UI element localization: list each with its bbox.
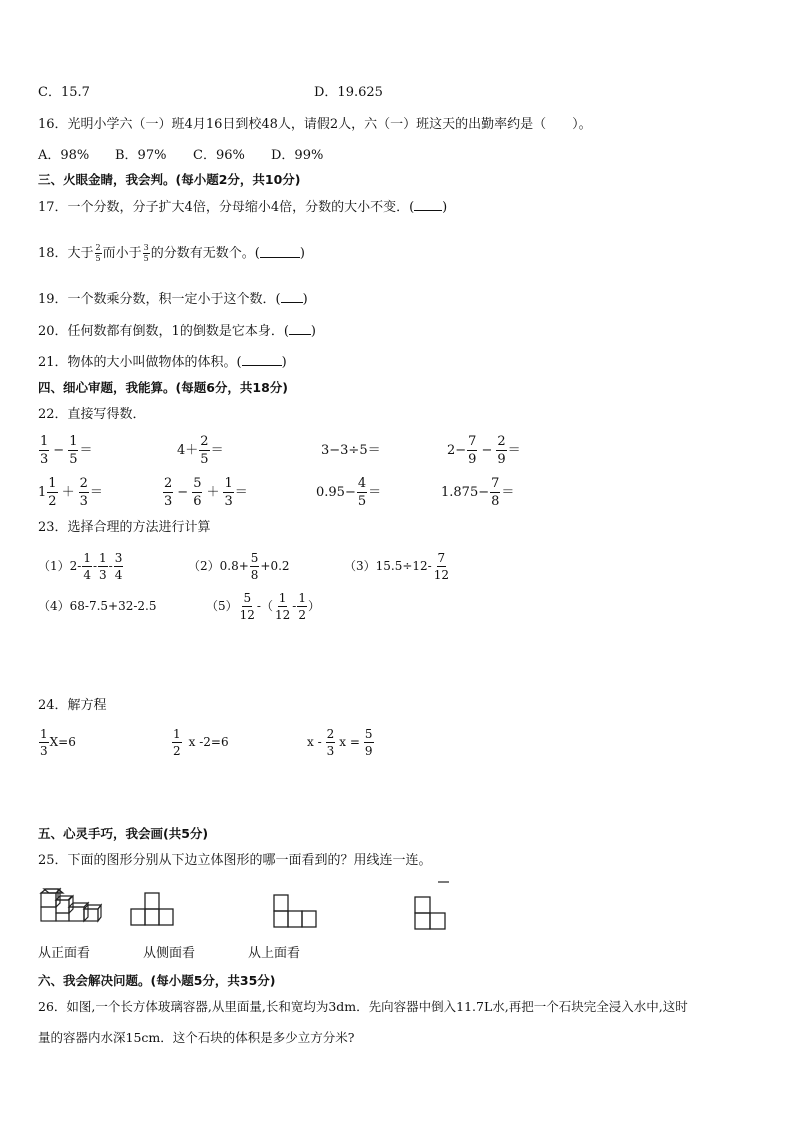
denominator: 8 <box>491 493 500 509</box>
numerator: 5 <box>193 475 202 491</box>
numerator: 2 <box>79 475 88 491</box>
numerator: 1 <box>99 550 107 565</box>
math-text: - <box>92 559 98 573</box>
q22-expr-7 <box>316 473 381 511</box>
numerator: 3 <box>143 242 149 252</box>
numerator: 1 <box>224 475 233 491</box>
q19-close: ) <box>302 292 308 307</box>
fraction <box>114 552 124 581</box>
denominator: 3 <box>40 743 48 758</box>
fraction <box>192 477 202 508</box>
q17-text: 17．一个分数，分子扩大4倍，分母缩小4倍，分数的大小不变．( <box>38 200 415 215</box>
fraction <box>274 592 291 621</box>
math-text: ＝ <box>368 484 382 500</box>
denominator: 3 <box>164 493 173 509</box>
q22-expr-8 <box>441 473 514 511</box>
denominator: 5 <box>143 253 149 263</box>
q23-part-2 <box>188 548 290 584</box>
view-label-side: 从侧面看 <box>143 946 196 961</box>
denominator: 3 <box>99 567 107 582</box>
numerator: 5 <box>243 590 252 605</box>
answer-blank[interactable] <box>281 302 303 303</box>
fraction <box>326 728 336 757</box>
fraction <box>82 552 92 581</box>
numerator: 1 <box>298 590 306 605</box>
math-text: X=6 <box>49 735 76 749</box>
math-text: 3−3÷5＝ <box>321 442 381 458</box>
denominator: 3 <box>40 451 49 467</box>
q16-option-c: C．96% <box>193 148 245 163</box>
fraction <box>199 435 209 466</box>
fraction <box>357 477 367 508</box>
answer-blank[interactable] <box>260 257 300 258</box>
q18-post: 的分数有无数个。( <box>150 245 260 261</box>
q18 <box>38 241 305 265</box>
q18-pre: 18．大于 <box>38 245 94 261</box>
denominator: 12 <box>274 607 291 622</box>
q24-equation-3 <box>307 723 375 761</box>
denominator: 2 <box>173 743 181 758</box>
math-text: ＝ <box>507 442 521 458</box>
denominator: 4 <box>83 567 91 582</box>
denominator: 9 <box>468 451 477 467</box>
denominator: 8 <box>250 567 259 582</box>
section6-heading: 六、我会解决问题。(每小题5分，共35分) <box>38 973 276 988</box>
numerator: 3 <box>114 550 123 565</box>
math-text: 4＋ <box>177 442 199 458</box>
q22-expr-4 <box>447 431 521 469</box>
denominator: 5 <box>69 451 78 467</box>
q19-text: 19．一个数乘分数，积一定小于这个数．( <box>38 292 281 307</box>
numerator: 2 <box>497 433 506 449</box>
math-text: - <box>108 559 113 573</box>
numerator: 5 <box>250 550 259 565</box>
q23-part-3 <box>344 548 451 584</box>
q23-part-1 <box>38 548 124 584</box>
math-text: ＝ <box>210 442 224 458</box>
math-text: 1.875− <box>441 484 490 500</box>
fraction <box>98 552 108 581</box>
fraction <box>68 435 78 466</box>
fraction <box>239 592 256 621</box>
math-text: - <box>292 599 297 613</box>
math-text: − <box>481 442 493 458</box>
q22-expr-3 <box>321 431 381 469</box>
q24-equation-1 <box>38 723 76 761</box>
q22-expr-6 <box>162 473 248 511</box>
numerator: 1 <box>48 475 57 491</box>
denominator: 6 <box>193 493 202 509</box>
q23-title: 23．选择合理的方法进行计算 <box>38 520 211 535</box>
q22-expr-5 <box>38 473 103 511</box>
fraction <box>39 435 49 466</box>
q20-text: 20．任何数都有倒数，1的倒数是它本身．( <box>38 324 289 339</box>
math-text: ＝ <box>79 442 93 458</box>
math-text: ＝ <box>89 484 103 500</box>
math-text: x = <box>339 735 360 749</box>
denominator: 3 <box>224 493 233 509</box>
math-text: x -2=6 <box>188 735 229 749</box>
q20-close: ) <box>310 324 316 339</box>
q18-close: ) <box>299 245 305 261</box>
math-text: （2）0.8+ <box>188 559 249 573</box>
numerator: 7 <box>491 475 500 491</box>
q18-mid: 而小于 <box>102 245 142 261</box>
q23-part-4: （4）68-7.5+32-2.5 <box>38 599 157 613</box>
q17 <box>38 201 447 214</box>
q24-equation-2 <box>171 723 229 761</box>
q22-title: 22．直接写得数． <box>38 407 146 422</box>
math-text: （5） <box>206 599 238 613</box>
denominator: 3 <box>79 493 88 509</box>
q22-expr-2 <box>177 431 224 469</box>
fraction <box>364 728 374 757</box>
denominator: 2 <box>48 493 57 509</box>
math-text: （3）15.5÷12- <box>344 559 432 573</box>
math-text: − <box>53 442 65 458</box>
denominator: 3 <box>326 743 335 758</box>
denominator: 5 <box>357 493 367 509</box>
denominator: 2 <box>298 607 306 622</box>
math-text: 1 <box>38 484 47 500</box>
numerator: 7 <box>437 550 446 565</box>
answer-blank[interactable] <box>289 334 311 335</box>
numerator: 1 <box>40 433 49 449</box>
numerator: 2 <box>200 433 209 449</box>
fraction <box>490 477 500 508</box>
math-text: -（ <box>256 599 273 613</box>
q16-option-b: B．97% <box>115 148 167 163</box>
fraction <box>433 552 450 581</box>
math-text: ＝ <box>234 484 248 500</box>
numerator: 5 <box>364 726 373 741</box>
q19 <box>38 293 308 306</box>
section5-heading: 五、心灵手巧，我会画(共5分) <box>38 826 209 841</box>
math-text: ＋ <box>61 484 75 500</box>
denominator: 9 <box>364 743 373 758</box>
denominator: 12 <box>433 567 450 582</box>
math-text: 2− <box>447 442 467 458</box>
math-text: − <box>177 484 189 500</box>
section3-heading: 三、火眼金睛，我会判。(每小题2分，共10分) <box>38 172 301 187</box>
fraction <box>143 244 150 263</box>
answer-blank[interactable] <box>414 210 442 211</box>
q15-option-c: C．15.7 <box>38 85 90 100</box>
numerator: 1 <box>83 550 91 565</box>
math-text: ＝ <box>501 484 515 500</box>
fraction <box>223 477 233 508</box>
q25-stem: 25．下面的图形分别从下边立体图形的哪一面看到的？用线连一连。 <box>38 853 432 868</box>
q16-option-d: D．99% <box>271 148 324 163</box>
math-text: ） <box>307 599 320 613</box>
cube-solid-figure <box>38 887 102 929</box>
numerator: 1 <box>69 433 78 449</box>
numerator: 1 <box>40 726 48 741</box>
view-label-top: 从上面看 <box>248 946 301 961</box>
fraction <box>496 435 506 466</box>
q20 <box>38 325 316 338</box>
math-text: x - <box>307 735 322 749</box>
fraction <box>467 435 477 466</box>
top-view-figure <box>272 893 320 931</box>
q21 <box>38 356 287 369</box>
q15-option-d: D．19.625 <box>314 85 383 100</box>
front-view-figure <box>129 891 177 929</box>
fraction <box>39 728 49 757</box>
numerator: 4 <box>357 475 367 491</box>
fraction <box>95 244 102 263</box>
q16-stem: 16．光明小学六（一）班4月16日到校48人，请假2人，六（一）班这天的出勤率约是（ ）。 <box>38 117 592 132</box>
q17-close: ) <box>442 200 448 215</box>
denominator: 5 <box>95 253 101 263</box>
fraction <box>250 552 260 581</box>
q16-option-a: A．98% <box>38 148 90 163</box>
numerator: 2 <box>164 475 173 491</box>
numerator: 2 <box>326 726 335 741</box>
fraction <box>172 728 182 757</box>
numerator: 7 <box>468 433 477 449</box>
math-text: ＋ <box>206 484 220 500</box>
math-text: （1）2- <box>38 559 82 573</box>
denominator: 12 <box>239 607 255 622</box>
side-view-figure <box>412 879 452 933</box>
view-label-front: 从正面看 <box>38 946 91 961</box>
fraction <box>297 592 307 621</box>
fraction <box>79 477 89 508</box>
numerator: 1 <box>173 726 181 741</box>
q21-close: ) <box>281 355 287 370</box>
math-text: 0.95− <box>316 484 356 500</box>
denominator: 9 <box>497 451 506 467</box>
denominator: 4 <box>114 567 123 582</box>
numerator: 1 <box>278 590 287 605</box>
q22-expr-1 <box>38 431 92 469</box>
q21-text: 21．物体的大小叫做物体的体积。( <box>38 355 242 370</box>
math-text: +0.2 <box>260 559 290 573</box>
q24-title: 24．解方程 <box>38 698 107 713</box>
q26-line-2: 量的容器内水深15cm．这个石块的体积是多少立方分米? <box>38 1030 355 1045</box>
answer-blank[interactable] <box>242 365 282 366</box>
fraction <box>163 477 173 508</box>
q26-line-1: 26．如图,一个长方体玻璃容器,从里面量,长和宽均为3dm．先向容器中倒入11.7L水,再把一个石块完全浸入水中,这时 <box>38 999 688 1014</box>
fraction <box>47 477 57 508</box>
numerator: 2 <box>95 242 101 252</box>
section4-heading: 四、细心审题，我能算。(每题6分，共18分) <box>38 380 289 395</box>
q23-part-5 <box>206 588 320 624</box>
denominator: 5 <box>200 451 209 467</box>
